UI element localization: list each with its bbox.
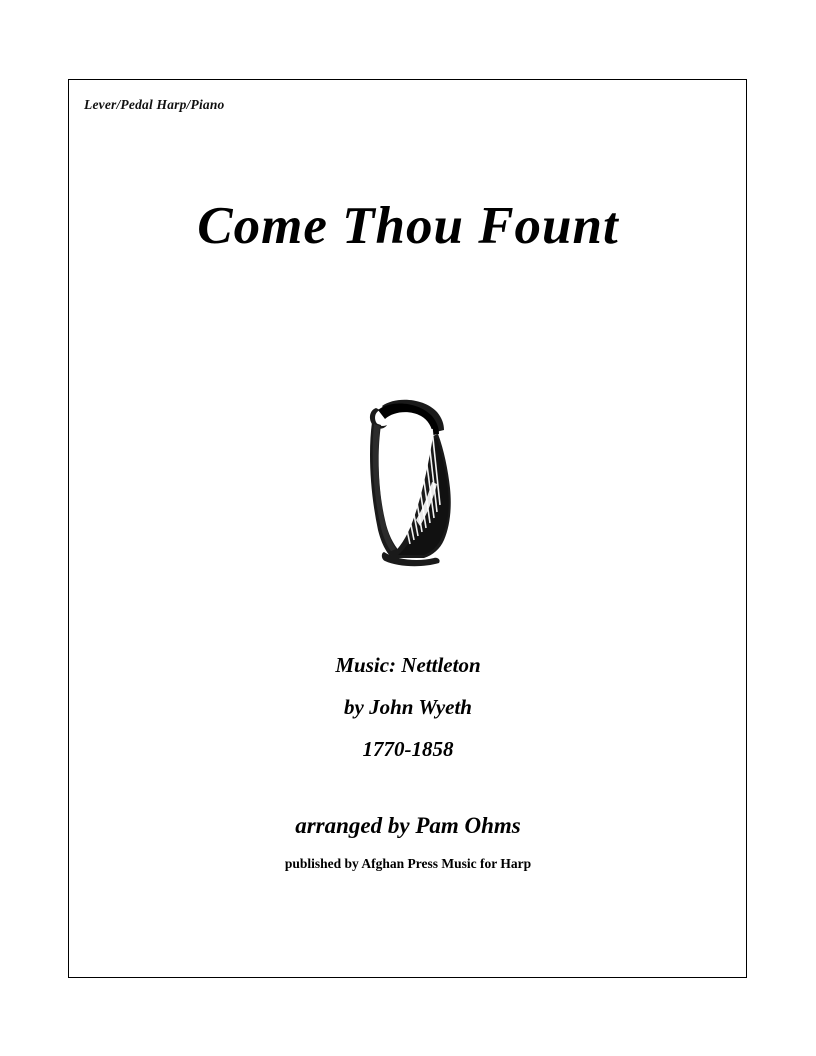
credit-dates: 1770-1858 <box>362 737 454 761</box>
credit-music: Music: Nettleton <box>335 653 481 677</box>
credits-block <box>0 655 816 760</box>
credit-publisher: published by Afghan Press Music for Harp <box>284 856 532 871</box>
credit-arranger: arranged by Pam Ohms <box>295 813 521 838</box>
harp-icon <box>338 392 478 572</box>
page-title: Come Thou Fount <box>197 197 619 255</box>
credit-composer: by John Wyeth <box>344 695 472 719</box>
instrumentation-label: Lever/Pedal Harp/Piano <box>84 97 225 112</box>
